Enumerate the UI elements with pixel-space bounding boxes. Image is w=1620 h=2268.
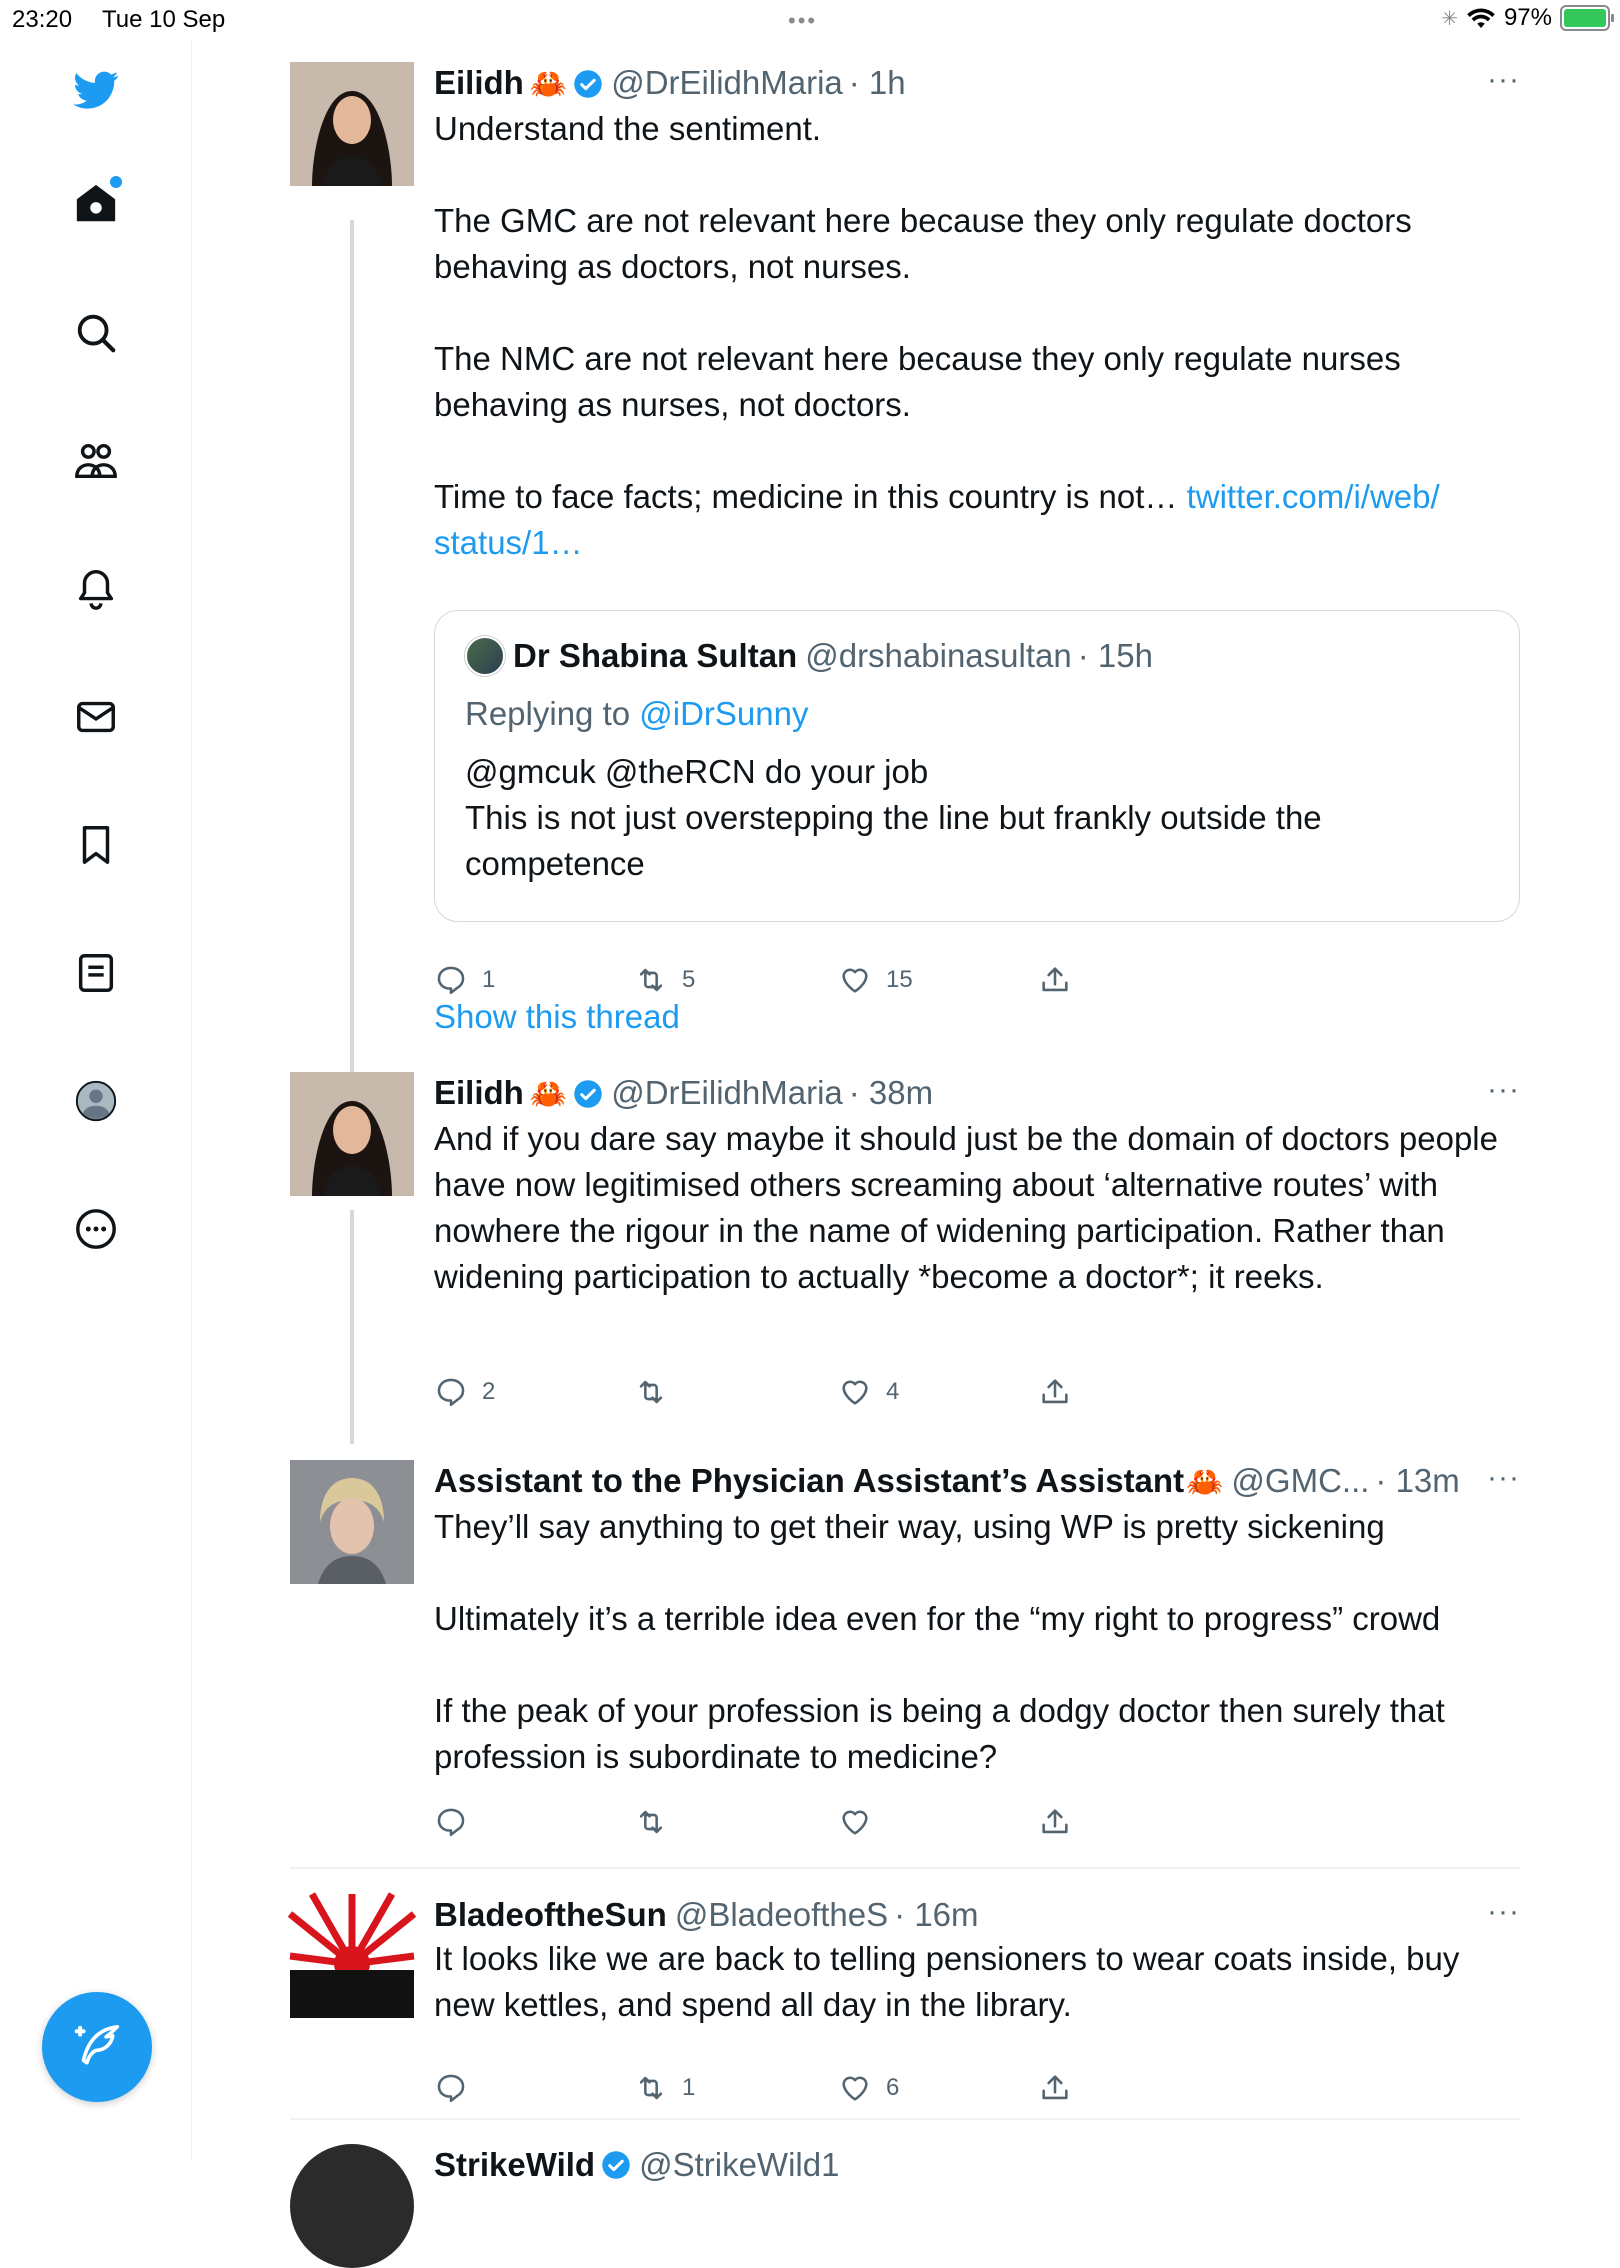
tweet[interactable]: [290, 1460, 1520, 1880]
retweet-button[interactable]: [634, 1805, 682, 1839]
tweet-content: [434, 62, 1520, 566]
more-options-icon[interactable]: ···: [1487, 63, 1520, 96]
verified-badge-icon: [573, 1079, 603, 1109]
replying-to-handle[interactable]: @iDrSunny: [639, 695, 809, 732]
tweet-header: [434, 2144, 1520, 2186]
heart-icon: [838, 1805, 872, 1839]
crab-emoji: 🦀: [529, 68, 568, 101]
author-name[interactable]: Eilidh: [434, 1074, 524, 1111]
share-icon: [1038, 2071, 1072, 2105]
sidebar-nav: [0, 40, 192, 2160]
tweet[interactable]: [290, 2144, 1520, 2183]
tweet-content: [434, 2144, 1520, 2186]
tweet-header: [434, 1894, 1520, 1936]
tweet-time[interactable]: · 1h: [848, 64, 906, 101]
reply-icon: [434, 1375, 468, 1409]
tweet-time[interactable]: · 38m: [848, 1074, 934, 1111]
retweet-icon: [634, 2071, 668, 2105]
author-handle[interactable]: @GMC...: [1231, 1462, 1370, 1499]
share-icon: [1038, 1375, 1072, 1409]
reply-button[interactable]: [434, 1805, 482, 1839]
thread-line: [350, 1210, 354, 1444]
like-count: 4: [886, 1378, 900, 1405]
status-time: 23:20: [12, 6, 73, 33]
status-date: Tue 10 Sep: [102, 6, 226, 33]
author-handle[interactable]: @BladeoftheS: [674, 1896, 889, 1933]
like-count: 6: [886, 2074, 900, 2101]
messages-icon[interactable]: [66, 687, 126, 747]
share-button[interactable]: [1038, 2071, 1072, 2105]
show-thread-link[interactable]: Show this thread: [434, 998, 680, 1035]
tweet-actions: [434, 960, 1134, 1000]
like-button[interactable]: [838, 2071, 899, 2105]
reply-icon: [434, 2071, 468, 2105]
author-handle[interactable]: @StrikeWild1: [639, 2146, 840, 2183]
compose-tweet-button[interactable]: [42, 1992, 152, 2102]
tweet[interactable]: [290, 62, 1520, 1102]
share-button[interactable]: [1038, 963, 1072, 997]
reply-button[interactable]: [434, 963, 495, 997]
status-right: [1441, 4, 1610, 32]
heart-icon: [838, 2071, 872, 2105]
author-name[interactable]: StrikeWild: [434, 2146, 596, 2183]
quoted-replying-to: [465, 691, 1489, 737]
tweet-divider: [290, 1867, 1520, 1869]
tweet-header: [434, 1072, 1520, 1116]
heart-icon: [838, 963, 872, 997]
home-icon[interactable]: [66, 174, 126, 234]
quoted-author-handle: @drshabinasultan: [805, 637, 1072, 674]
heart-icon: [838, 1375, 872, 1409]
tweet-link[interactable]: twitter.com/i/web/ status/1…: [434, 478, 1440, 561]
author-name[interactable]: Eilidh: [434, 64, 524, 101]
retweet-icon: [634, 963, 668, 997]
communities-icon[interactable]: [66, 431, 126, 491]
more-options-icon[interactable]: ···: [1487, 1895, 1520, 1928]
avatar-bladeofthesun[interactable]: [290, 1894, 414, 2018]
tweet-header: [434, 62, 1520, 106]
like-button[interactable]: [838, 1375, 899, 1409]
reply-button[interactable]: [434, 2071, 482, 2105]
tweet-text: And if you dare say maybe it should just be the domain of doctors people have now legitimised others screaming about ‘alternative routes’ with nowhere the rigour in the name of widening participation. Rather than widening participation to actually *become a doctor*; it reeks.: [434, 1120, 1508, 1295]
wifi-icon: [1466, 6, 1496, 30]
verified-badge-icon: [601, 2150, 631, 2180]
avatar-eilidh[interactable]: [290, 62, 414, 186]
like-count: 15: [886, 966, 913, 993]
tweet-content: [434, 1072, 1520, 1300]
tweet-actions: [434, 1802, 1134, 1842]
avatar-eilidh[interactable]: [290, 1072, 414, 1196]
tweet-text: It looks like we are back to telling pensioners to wear coats inside, buy new kettles, and spend all day in the library.: [434, 1940, 1469, 2023]
battery-icon: [1560, 5, 1610, 31]
lists-icon[interactable]: [66, 943, 126, 1003]
avatar-assistant[interactable]: [290, 1460, 414, 1584]
quoted-tweet-header: [465, 635, 1489, 677]
retweet-button[interactable]: [634, 2071, 695, 2105]
battery-percent: 97%: [1503, 4, 1552, 31]
retweet-icon: [634, 1805, 668, 1839]
tweet-text-main: Understand the sentiment. The GMC are not relevant here because they only regulate doctors behaving as doctors, not nurses. The NMC are not relevant here because they only regulate nurses behaving as nurses, not doctors. Time to face facts; medicine in this country is not…: [434, 110, 1412, 515]
tweet[interactable]: [290, 1072, 1520, 1432]
tweet-text: [434, 106, 1520, 566]
like-button[interactable]: [838, 963, 913, 997]
reply-count: 1: [482, 966, 496, 993]
bookmarks-icon[interactable]: [66, 815, 126, 875]
verified-badge-icon: [573, 69, 603, 99]
reply-icon: [434, 963, 468, 997]
status-bar: [0, 0, 1620, 40]
search-icon[interactable]: [66, 303, 126, 363]
more-options-icon[interactable]: ···: [1487, 1461, 1520, 1494]
tweet-divider: [290, 2118, 1520, 2120]
replying-label: Replying to: [465, 695, 640, 732]
more-options-icon[interactable]: ···: [1487, 1073, 1520, 1106]
retweet-button[interactable]: [634, 1375, 682, 1409]
author-handle[interactable]: @DrEilidhMaria: [611, 1074, 843, 1111]
share-icon: [1038, 963, 1072, 997]
quoted-tweet-time: · 15h: [1077, 637, 1153, 674]
tweet-time[interactable]: · 13m: [1375, 1462, 1460, 1499]
profile-icon[interactable]: [66, 1071, 126, 1131]
retweet-icon: [634, 1375, 668, 1409]
tweet[interactable]: [290, 1894, 1520, 2134]
retweet-button[interactable]: [634, 963, 695, 997]
avatar-strikewild[interactable]: [290, 2144, 414, 2268]
tweet-actions: [434, 1372, 1134, 1412]
notifications-icon[interactable]: [66, 559, 126, 619]
like-button[interactable]: [838, 1805, 886, 1839]
crab-emoji: 🦀: [529, 1078, 568, 1111]
quoted-avatar: [465, 636, 505, 676]
home-notification-dot: [110, 176, 122, 188]
reply-icon: [434, 1805, 468, 1839]
twitter-logo-icon[interactable]: [66, 60, 126, 120]
author-name[interactable]: Assistant to the Physician Assistant’s Assistant: [434, 1462, 1185, 1499]
multitasking-dots-icon[interactable]: •••: [788, 8, 818, 33]
tweet-actions: [434, 2068, 1134, 2108]
share-button[interactable]: [1038, 1375, 1072, 1409]
tweet-content: [434, 1460, 1520, 1780]
tweet-text: They’ll say anything to get their way, using WP is pretty sickening Ultimately it’s a terrible idea even for the “my right to progress” crowd If the peak of your profession is being a dodgy doctor then surely that profession is subordinate to medicine?: [434, 1508, 1445, 1775]
retweet-count: 1: [682, 2074, 696, 2101]
retweet-count: 5: [682, 966, 696, 993]
reply-count: 2: [482, 1378, 496, 1405]
author-name[interactable]: BladeoftheSun: [434, 1896, 667, 1933]
quoted-author-name: Dr Shabina Sultan: [513, 637, 798, 674]
compose-tweet-icon: [70, 2020, 124, 2074]
thread-line: [350, 220, 354, 1080]
tweet-header: [434, 1460, 1520, 1504]
share-icon: [1038, 1805, 1072, 1839]
reply-button[interactable]: [434, 1375, 495, 1409]
quoted-tweet[interactable]: [434, 610, 1520, 922]
activity-spinner-icon: ✳: [1441, 7, 1458, 30]
author-handle[interactable]: @DrEilidhMaria: [611, 64, 843, 101]
tweet-time[interactable]: · 16m: [894, 1896, 979, 1933]
crab-emoji: 🦀: [1186, 1466, 1224, 1499]
more-icon[interactable]: [66, 1199, 126, 1259]
tweet-content: [434, 1894, 1520, 2028]
share-button[interactable]: [1038, 1805, 1072, 1839]
quoted-tweet-text: @gmcuk @theRCN do your job This is not just overstepping the line but frankly outside the competence: [465, 753, 1322, 882]
